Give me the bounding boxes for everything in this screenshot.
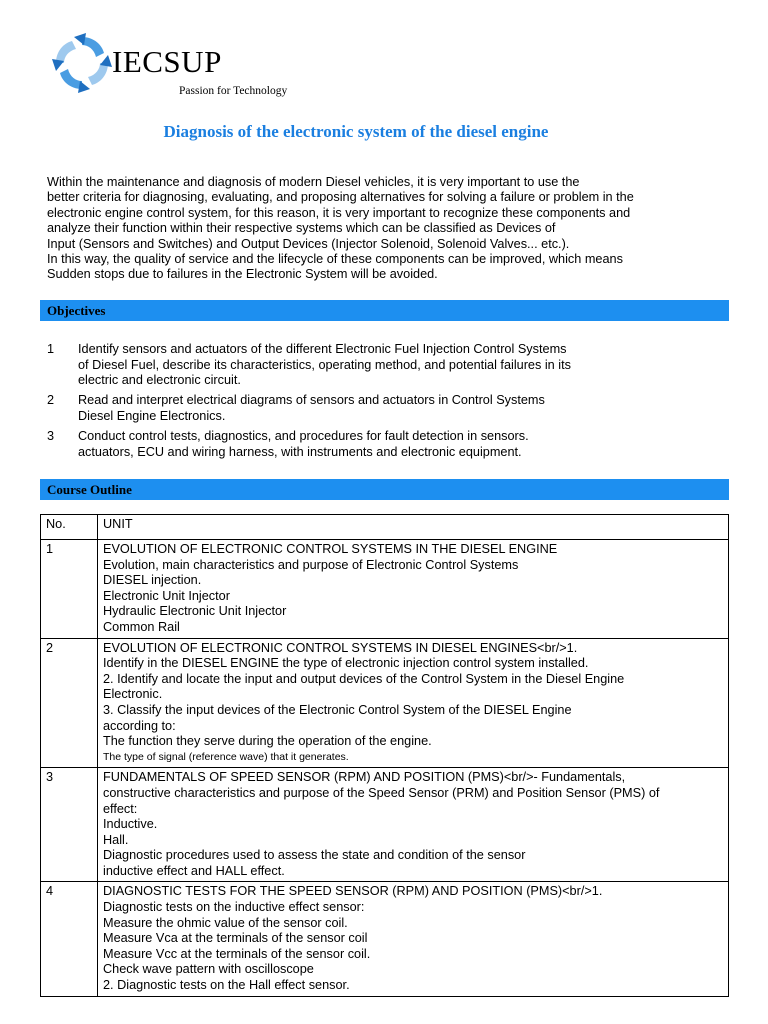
unit-line: 2. Identify and locate the input and output devices of the Control System in the Diesel Engine <box>103 671 625 686</box>
logo <box>52 33 312 103</box>
unit-line: Inductive. <box>103 817 158 832</box>
column-header-unit: UNIT <box>98 515 729 540</box>
unit-line: Measure the ohmic value of the sensor coil. <box>103 915 348 930</box>
list-item-number: 2 <box>47 393 55 408</box>
objectives-list <box>47 342 657 465</box>
row-unit <box>98 540 729 639</box>
unit-line: EVOLUTION OF ELECTRONIC CONTROL SYSTEMS IN DIESEL ENGINES<br/>1. <box>103 640 578 655</box>
logo-slogan: Passion for Technology <box>179 85 288 97</box>
unit-line: inductive effect and HALL effect. <box>103 863 285 878</box>
unit-line: Diagnostic procedures used to assess the state and condition of the sensor <box>103 848 526 863</box>
table-row <box>41 638 729 768</box>
row-number: 3 <box>41 768 98 882</box>
intro-line: better criteria for diagnosing, evaluating, and proposing alternatives for solving a failure or problem in the <box>47 190 634 205</box>
unit-line: DIAGNOSTIC TESTS FOR THE SPEED SENSOR (RPM) AND POSITION (PMS)<br/>1. <box>103 884 603 899</box>
course-outline-heading: Course Outline <box>40 479 729 500</box>
objectives-heading: Objectives <box>40 300 729 321</box>
intro-line: analyze their function within their respective systems which can be classified as Devices of <box>47 221 556 236</box>
unit-line: Diagnostic tests on the inductive effect sensor: <box>103 900 365 915</box>
unit-line: Evolution, main characteristics and purpose of Electronic Control Systems <box>103 557 519 572</box>
row-number: 4 <box>41 882 98 996</box>
list-item-number: 3 <box>47 428 55 443</box>
page-title: Diagnosis of the electronic system of the diesel engine <box>163 122 549 141</box>
list-item <box>47 429 657 460</box>
unit-line: constructive characteristics and purpose of the Speed Sensor (PRM) and Position Sensor (PMS) of <box>103 785 660 800</box>
unit-line: 3. Classify the input devices of the Electronic Control System of the DIESEL Engine <box>103 702 572 717</box>
unit-line: Electronic Unit Injector <box>103 588 230 603</box>
unit-line: EVOLUTION OF ELECTRONIC CONTROL SYSTEMS IN THE DIESEL ENGINE <box>103 542 558 556</box>
unit-line: Measure Vcc at the terminals of the sensor coil. <box>103 946 371 961</box>
unit-line: effect: <box>103 801 138 816</box>
intro-line: Within the maintenance and diagnosis of modern Diesel vehicles, it is very important to use the <box>47 175 580 189</box>
unit-line: Hydraulic Electronic Unit Injector <box>103 604 287 619</box>
intro-line: Input (Sensors and Switches) and Output Devices (Injector Solenoid, Solenoid Valves... etc.). <box>47 236 570 251</box>
unit-line: The function they serve during the operation of the engine. <box>103 734 432 749</box>
list-item-line: Diesel Engine Electronics. <box>78 408 226 423</box>
course-outline-table <box>40 514 729 997</box>
unit-line: DIESEL injection. <box>103 573 202 588</box>
list-item-line: Identify sensors and actuators of the different Electronic Fuel Injection Control Systems <box>78 342 567 356</box>
list-item-line: actuators, ECU and wiring harness, with instruments and electronic equipment. <box>78 444 522 459</box>
column-header-no: No. <box>41 515 98 540</box>
table-row <box>41 882 729 996</box>
intro-line: In this way, the quality of service and the lifecycle of these components can be improved, which means <box>47 252 623 267</box>
list-item-line: of Diesel Fuel, describe its characteristics, operating method, and potential failures in its <box>78 357 571 372</box>
unit-line: The type of signal (reference wave) that it generates. <box>103 750 349 763</box>
unit-line: Hall. <box>103 832 129 847</box>
row-unit <box>98 768 729 882</box>
list-item-line: Read and interpret electrical diagrams of sensors and actuators in Control Systems <box>78 393 545 408</box>
intro-line: electronic engine control system, for this reason, it is very important to recognize these components and <box>47 205 631 220</box>
unit-line: Identify in the DIESEL ENGINE the type of electronic injection control system installed. <box>103 656 589 671</box>
row-number: 2 <box>41 638 98 768</box>
unit-line: 2. Diagnostic tests on the Hall effect sensor. <box>103 978 350 993</box>
list-item-line: Conduct control tests, diagnostics, and procedures for fault detection in sensors. <box>78 428 529 443</box>
table-row <box>41 768 729 882</box>
list-item <box>47 393 657 424</box>
table-header-row <box>41 515 729 540</box>
unit-line: Check wave pattern with oscilloscope <box>103 962 314 977</box>
row-unit <box>98 882 729 996</box>
unit-line: FUNDAMENTALS OF SPEED SENSOR (RPM) AND POSITION (PMS)<br/>- Fundamentals, <box>103 770 626 785</box>
unit-line: Measure Vca at the terminals of the sensor coil <box>103 931 368 946</box>
table-row <box>41 540 729 639</box>
unit-line: according to: <box>103 718 176 733</box>
row-unit <box>98 638 729 768</box>
row-number: 1 <box>41 540 98 639</box>
logo-name: IECSUP <box>112 44 222 79</box>
list-item <box>47 342 657 389</box>
intro-paragraph <box>47 175 724 283</box>
list-item-number: 1 <box>47 342 55 356</box>
unit-line: Electronic. <box>103 687 163 702</box>
intro-line: Sudden stops due to failures in the Electronic System will be avoided. <box>47 267 438 282</box>
logo-emblem-icon <box>52 33 112 93</box>
list-item-line: electric and electronic circuit. <box>78 373 241 388</box>
unit-line: Common Rail <box>103 619 180 634</box>
